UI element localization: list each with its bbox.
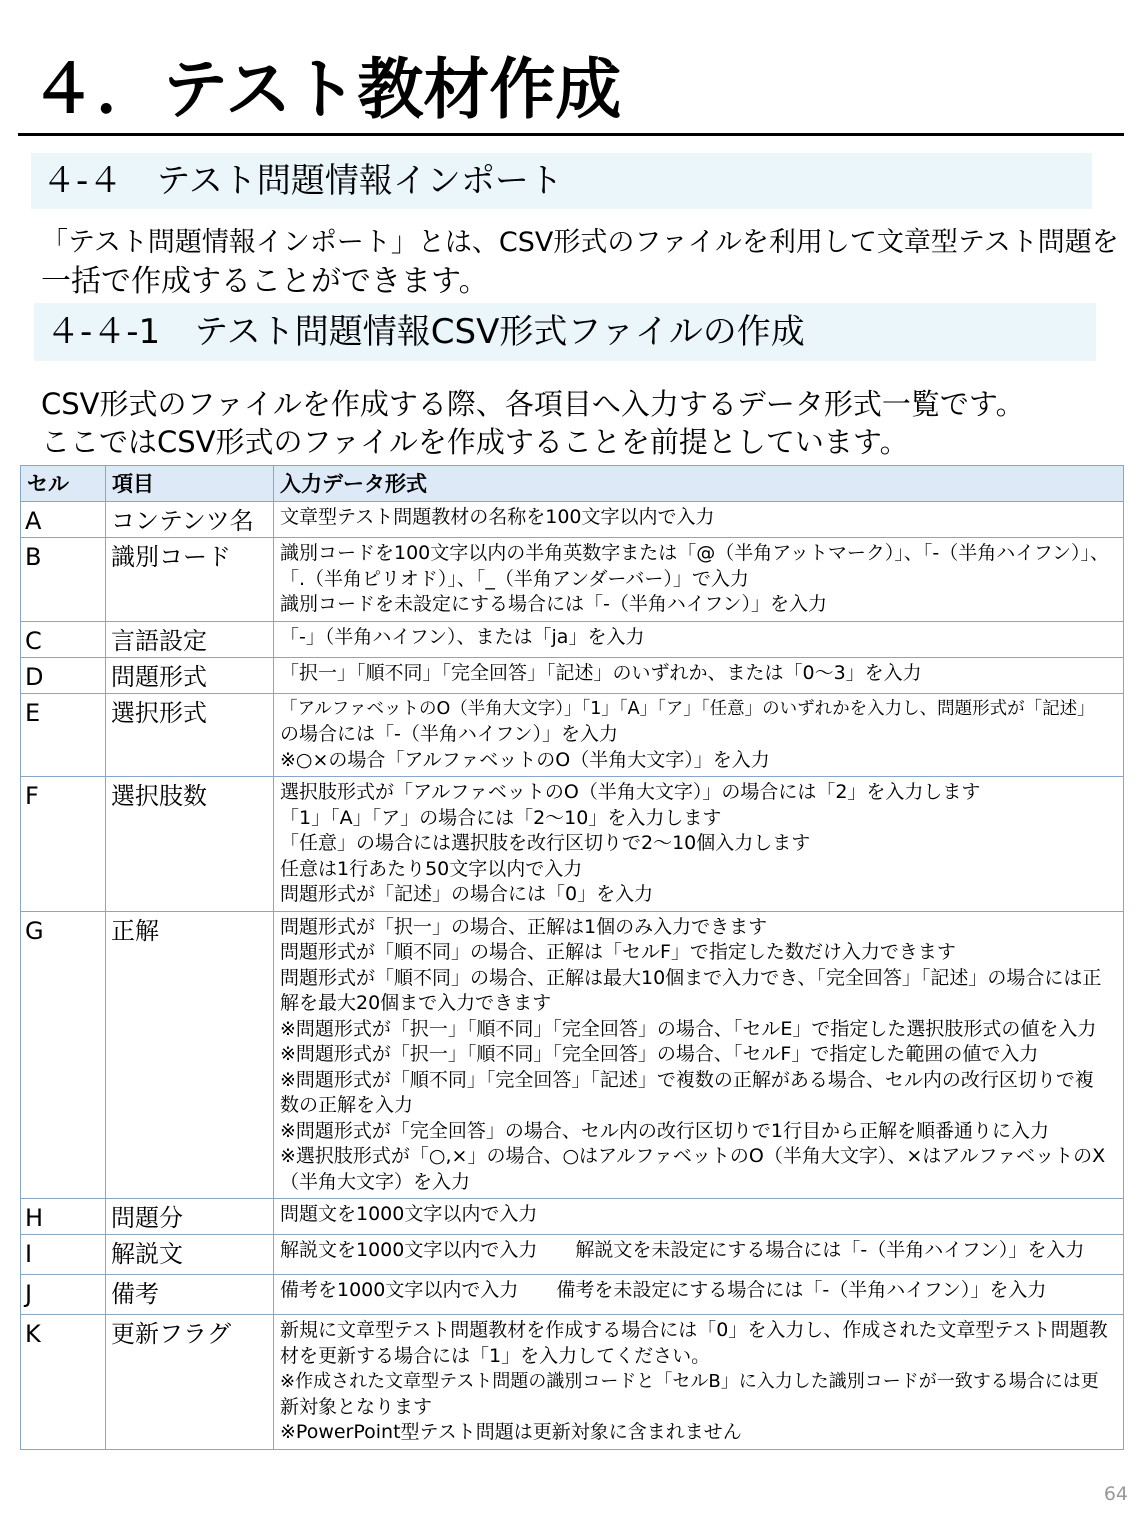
section-heading: ４-４ テスト問題情報インポート — [31, 153, 1092, 209]
row-cell-letter: B — [21, 538, 106, 622]
row-cell-letter: A — [21, 502, 106, 538]
table-row — [21, 502, 1124, 538]
data-format-table — [20, 465, 1124, 1450]
table-body — [21, 502, 1124, 1450]
format-line: 文章型テスト問題教材の名称を100文字以内で入力 — [280, 506, 715, 528]
row-format-description — [274, 777, 1124, 912]
table-row — [21, 538, 1124, 622]
column-header-cell: セル — [21, 466, 106, 502]
table-row — [21, 1315, 1124, 1450]
row-cell-letter: I — [21, 1235, 106, 1275]
row-format-description — [274, 1235, 1124, 1275]
row-cell-letter: K — [21, 1315, 106, 1450]
format-line: 問題形式が「順不同」の場合、正解は「セルF」で指定した数だけ入力できます — [280, 941, 956, 963]
row-format-description — [274, 538, 1124, 622]
table-row — [21, 657, 1124, 693]
row-format-description — [274, 621, 1124, 657]
format-line: 問題文を1000文字以内で入力 — [280, 1203, 538, 1225]
format-line: 解説文を1000文字以内で入力 解説文を未設定にする場合には「-（半角ハイフン）」を入力 — [280, 1239, 1085, 1261]
format-line: 新対象となります — [280, 1395, 433, 1418]
table-row — [21, 777, 1124, 912]
format-line: の場合には「-（半角ハイフン）」を入力 — [280, 723, 619, 745]
format-line: 「択一」「順不同」「完全回答」「記述」のいずれか、または「0～3」を入力 — [280, 661, 922, 684]
format-line: 選択肢形式が「アルファベットのO（半角大文字）」の場合には「2」を入力します — [280, 781, 981, 803]
format-line: （半角大文字）を入力 — [280, 1170, 471, 1193]
table-row — [21, 693, 1124, 777]
row-item-name: 正解 — [106, 911, 274, 1199]
row-format-description — [274, 1315, 1124, 1450]
format-line: ※PowerPoint型テスト問題は更新対象に含まれません — [280, 1421, 742, 1443]
column-header-format: 入力データ形式 — [274, 466, 1124, 502]
title-divider — [18, 133, 1124, 136]
format-line: 「1」「A」「ア」の場合には「2～10」を入力します — [280, 806, 722, 829]
table-row — [21, 1275, 1124, 1315]
row-cell-letter: H — [21, 1199, 106, 1235]
format-line: 問題形式が「択一」の場合、正解は1個のみ入力できます — [280, 915, 768, 938]
row-cell-letter: D — [21, 657, 106, 693]
description-line: CSV形式のファイルを作成する際、各項目へ入力するデータ形式一覧です。 — [41, 387, 1025, 421]
format-line: 「任意」の場合には選択肢を改行区切りで2～10個入力します — [280, 832, 811, 854]
row-item-name: 言語設定 — [106, 621, 274, 657]
format-line: ※選択肢形式が「○,×」の場合、○はアルファベットのO（半角大文字）、×はアルファベットのX — [280, 1145, 1106, 1167]
row-format-description — [274, 502, 1124, 538]
format-line: ※問題形式が「順不同」「完全回答」「記述」で複数の正解がある場合、セル内の改行区切りで複 — [280, 1068, 1094, 1091]
row-item-name: 問題形式 — [106, 657, 274, 693]
row-item-name: 選択形式 — [106, 693, 274, 777]
format-line: 識別コードを未設定にする場合には「-（半角ハイフン）」を入力 — [280, 593, 828, 615]
table-row — [21, 1235, 1124, 1275]
intro-line: 一括で作成することができます。 — [41, 264, 489, 299]
column-header-item: 項目 — [106, 466, 274, 502]
format-line: ※問題形式が「完全回答」の場合、セル内の改行区切りで1行目から正解を順番通りに入力 — [280, 1119, 1050, 1142]
format-line: 識別コードを100文字以内の半角英数字または「@（半角アットマーク）」、「-（半角ハイフン）」、 — [280, 542, 1109, 564]
table-row — [21, 911, 1124, 1199]
intro-line: 「テスト問題情報インポート」とは、CSV形式のファイルを利用して文章型テスト問題を — [41, 227, 1119, 258]
format-line: ※問題形式が「択一」「順不同」「完全回答」の場合、「セルE」で指定した選択肢形式の値を入力 — [280, 1017, 1097, 1040]
format-line: ※○×の場合「アルファベットのO（半角大文字）」を入力 — [280, 748, 770, 771]
format-line: 解を最大20個まで入力できます — [280, 992, 552, 1014]
row-item-name: 更新フラグ — [106, 1315, 274, 1450]
row-cell-letter: E — [21, 693, 106, 777]
row-item-name: 識別コード — [106, 538, 274, 622]
row-cell-letter: F — [21, 777, 106, 912]
subsection-heading: ４-４-1 テスト問題情報CSV形式ファイルの作成 — [34, 303, 1096, 361]
table-row — [21, 1199, 1124, 1235]
row-format-description — [274, 657, 1124, 693]
row-cell-letter: J — [21, 1275, 106, 1315]
format-line: 「アルファベットのO（半角大文字）」「1」「A」「ア」「任意」のいずれかを入力し、問題形式が「記述」 — [280, 698, 1095, 719]
format-line: 問題形式が「順不同」の場合、正解は最大10個まで入力でき、「完全回答」「記述」の場合には正 — [280, 966, 1102, 989]
format-line: 数の正解を入力 — [280, 1094, 414, 1116]
row-format-description — [274, 911, 1124, 1199]
row-cell-letter: C — [21, 621, 106, 657]
format-line: ※作成された文章型テスト問題の識別コードと「セルB」に入力した識別コードが一致する場合には更 — [280, 1371, 1099, 1392]
row-item-name: 選択肢数 — [106, 777, 274, 912]
row-item-name: コンテンツ名 — [106, 502, 274, 538]
page-title: ４．テスト教材作成 — [30, 51, 622, 128]
row-item-name: 解説文 — [106, 1235, 274, 1275]
row-format-description — [274, 1275, 1124, 1315]
format-line: 問題形式が「記述」の場合には「0」を入力 — [280, 883, 654, 905]
format-line: ※問題形式が「択一」「順不同」「完全回答」の場合、「セルF」で指定した範囲の値で入力 — [280, 1043, 1039, 1065]
row-format-description — [274, 1199, 1124, 1235]
intro-text — [41, 223, 1121, 301]
format-line: 「-」（半角ハイフン）、または「ja」を入力 — [280, 625, 645, 648]
row-format-description — [274, 693, 1124, 777]
table-row — [21, 621, 1124, 657]
row-item-name: 備考 — [106, 1275, 274, 1315]
description-text — [41, 385, 1121, 461]
page-number: 64 — [1103, 1483, 1128, 1505]
format-line: 「.（半角ピリオド）」、「_（半角アンダーバー）」で入力 — [280, 567, 749, 590]
format-line: 材を更新する場合には「1」を入力してください。 — [280, 1344, 711, 1367]
format-line: 任意は1行あたり50文字以内で入力 — [280, 857, 583, 880]
table-header-row — [21, 466, 1124, 502]
format-line: 備考を1000文字以内で入力 備考を未設定にする場合には「-（半角ハイフン）」を入力 — [280, 1279, 1047, 1301]
row-cell-letter: G — [21, 911, 106, 1199]
description-line: ここではCSV形式のファイルを作成することを前提としています。 — [41, 425, 909, 459]
format-line: 新規に文章型テスト問題教材を作成する場合には「0」を入力し、作成された文章型テスト問題教 — [280, 1319, 1108, 1341]
row-item-name: 問題分 — [106, 1199, 274, 1235]
